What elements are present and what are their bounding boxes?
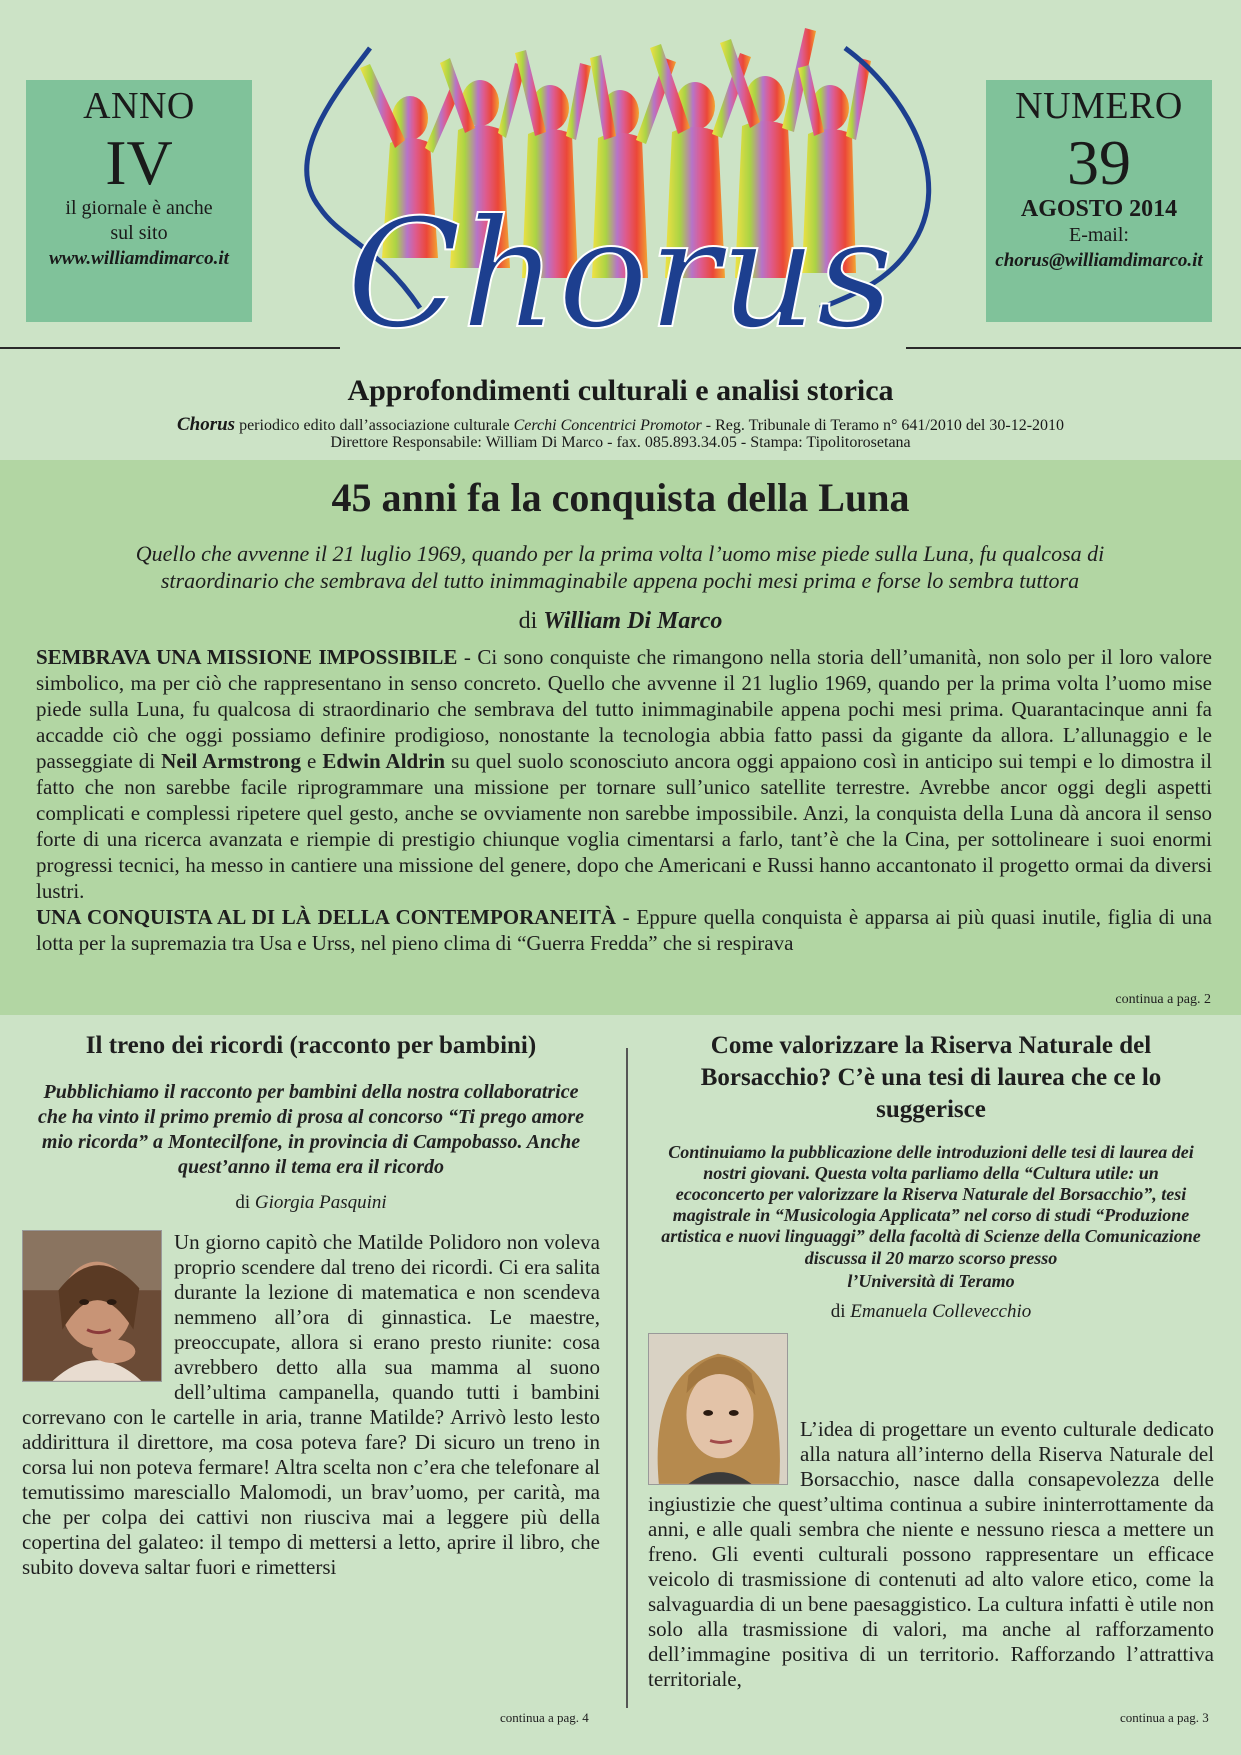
body-text-1b: su quel suolo sconosciuto ancora oggi appaiono così in anticipo sui tempi e lo dimostra il fatto che non sarebbe facile riprogrammare una missione per tornare sull’unico satellite terrestre. Avrebbe ancor oggi degli aspetti complicati e complessi ripetere quel gesto, anche se ovviamente non sarebbe impossibile. Anzi, la conquista della Luna dà ancora il senso forte di una ricerca avanzata e riempie di prestigio chiunque voglia cimentarsi a farlo, tant’è che la Cina, per sottolineare i suoi enormi progressi tecnici, ha messo in cantiere una missione del genere, dopo che Americani e Russi hanno accantonato il progetto ormai da diversi lustri. [36,749,1212,903]
website-link[interactable]: www.williamdimarco.it [49,248,229,269]
left-article-title: Il treno dei ricordi (racconto per bambini) [85,1032,537,1059]
issue-label: NUMERO [1015,85,1183,127]
author-photo-emanuela [648,1333,788,1485]
right-article [648,1030,1214,1730]
website-note-2: sul sito [110,222,168,244]
volume-box [26,80,252,322]
masthead-rule-right [906,347,1241,349]
left-article [22,1030,600,1730]
right-article-title: Come valorizzare la Riserva Naturale del Borsacchio? C’è una tesi di laurea che ce lo suggerisce [700,1032,1162,1123]
section-heading-1: SEMBRAVA UNA MISSIONE IMPOSSIBILE [36,645,458,669]
email-link[interactable]: chorus@williamdimarco.it [995,250,1203,271]
byline-prefix: di [830,1301,851,1322]
byline-prefix: di [235,1192,255,1213]
logo-wordmark: Chorus [346,188,894,362]
email-label: E-mail: [1069,224,1129,246]
imprint-association: Cerchi Concentrici Promotor [513,417,702,434]
continued-note: continua a pag. 2 [1115,992,1211,1007]
volume-number: IV [105,127,173,198]
right-article-author: Emanuela Collevecchio [850,1301,1032,1322]
continued-note: continua a pag. 4 [500,1710,589,1725]
right-article-lede-3: l’Università di Teramo [847,1271,1015,1291]
right-article-lede-2: discussa il 20 marzo scorso presso [804,1248,1058,1268]
left-article-text: Un giorno capitò che Matilde Polidoro non voleva proprio scendere dal treno dei ricordi. Ci era salita durante la lezione di matematica e non scendeva nemmeno all’ora di ginnastica. Le maestre, preoccupate, allora si erano presto riunite: cosa avrebbero detto alla sua mamma al suono dell’ultima campanella, quando tutti i bambini correvano con le cartelle in aria, tranne Matilde? Arrivò lesto lesto addirittura il direttore, ma cosa poteva fare? Di sicuro un treno in corsa lui non poteva fermare! Altra scelta non c’era che telefonare al temutissimo maresciallo Malomodi, un brav’uomo, per carità, ma che per colpa dei cattivi non riusciva mai a leggere più della copertina del galateo: il tempo di mettersi a letto, aprire il libro, che subito doveva saltar fuori e rimettersi [22,1230,600,1579]
masthead-rule-left [0,347,340,349]
imprint-text-a: periodico edito dall’associazione culturale [235,417,514,434]
body-text-1a: - Ci sono conquiste che rimangono nella storia dell’umanità, non solo per il loro valore simbolico, ma per ciò che rappresentano in senso concreto. Quello che avvenne il 21 luglio 1969, quando per la prima volta l’uomo mise piede sulla Luna, fu qualcosa di straordinario che sembrava del tutto inimmaginabile appena pochi mesi prima. Quarantacinque anni fa accadde ciò che oggi possiamo definire prodigioso, nonostante la tecnologia abbia fatto passi da gigante da allora. L’allunaggio e le passeggiate di [36,645,1212,773]
right-article-lede: Continuiamo la pubblicazione delle introduzioni delle tesi di laurea dei nostri giovani. Questa volta parliamo della “Cultura utile: un ecoconcerto per valorizzare la Riserva Naturale del Borsacchio”, tesi magistrale in “Musicologia Applicata” nel corso di studi “Produzione artistica e nuovi linguaggi” della facoltà di Scienze della Comunicazione [661,1142,1201,1246]
right-article-text: L’idea di progettare un evento culturale dedicato alla natura all’interno della Riserva Naturale del Borsacchio, nasce dalla consapevolezza delle ingiustizie che quest’ultima continua a subire ininterrottamente da anni, e alle quali sembra che niente e nessuno riesca a mettere un freno. Gli eventi culturali possono rappresentare un efficace veicolo di trasmissione di contenuti ad alto valore etico, come la salvaguardia di un bene paesaggistico. La cultura infatti è utile non solo alla trasmissione di valori, ma anche al rafforzamento dell’immagine positiva di un territorio. Rafforzando l’attrattiva territoriale, [648,1417,1214,1691]
feature-headline: 45 anni fa la conquista della Luna [331,475,910,520]
chorus-logo [300,8,940,364]
feature-byline [0,608,1241,635]
byline-prefix: di [518,608,544,634]
right-article-body [648,1333,1214,1692]
issue-box [986,80,1212,322]
left-article-body [22,1230,600,1580]
feature-article [0,460,1241,1015]
volume-label: ANNO [83,85,195,127]
left-article-byline [22,1192,600,1214]
imprint-line-2: Direttore Responsabile: William Di Marco - fax. 085.893.34.05 - Stampa: Tipolitorosetana [330,434,911,451]
body-text-and: e [300,749,323,773]
feature-lede: Quello che avvenne il 21 luglio 1969, quando per la prima volta l’uomo mise piede sulla Luna, fu qualcosa di straordinario che sembrava del tutto inimmaginabile appena pochi mesi prima e forse lo sembra tuttora [135,541,1105,593]
right-article-byline [648,1301,1214,1323]
person-name-armstrong: Neil Armstrong [161,749,301,773]
imprint-text-b: - Reg. Tribunale di Teramo n° 641/2010 del 30-12-2010 [701,417,1065,434]
imprint-title: Chorus [176,414,236,435]
feature-body [36,644,1212,956]
left-article-lede: Pubblichiamo il racconto per bambini della nostra collaboratrice che ha vinto il primo premio di prosa al concorso “Ti prego amore mio ricorda” a Montecilfone, in provincia di Campobasso. Anche quest’anno il tema era il ricordo [38,1081,584,1178]
website-note-1: il giornale è anche [65,197,213,219]
column-divider [626,1048,628,1708]
left-article-author: Giorgia Pasquini [254,1192,387,1213]
masthead-tagline: Approfondimenti culturali e analisi storica [347,374,894,407]
feature-author: William Di Marco [543,608,723,634]
section-heading-2: UNA CONQUISTA AL DI LÀ DELLA CONTEMPORANEITÀ [36,905,616,929]
issue-date: AGOSTO 2014 [1020,196,1178,222]
body-text-2a: - Eppure quella conquista è apparsa ai più quasi inutile, figlia di una lotta per la supremazia tra Usa e Urss, nel pieno clima di “Guerra Fredda” che si respirava [36,905,1212,955]
author-photo-giorgia [22,1230,162,1382]
continued-note: continua a pag. 3 [1120,1710,1209,1725]
person-name-aldrin: Edwin Aldrin [322,749,446,773]
imprint-line-1 [0,414,1241,436]
issue-number: 39 [1067,127,1131,198]
